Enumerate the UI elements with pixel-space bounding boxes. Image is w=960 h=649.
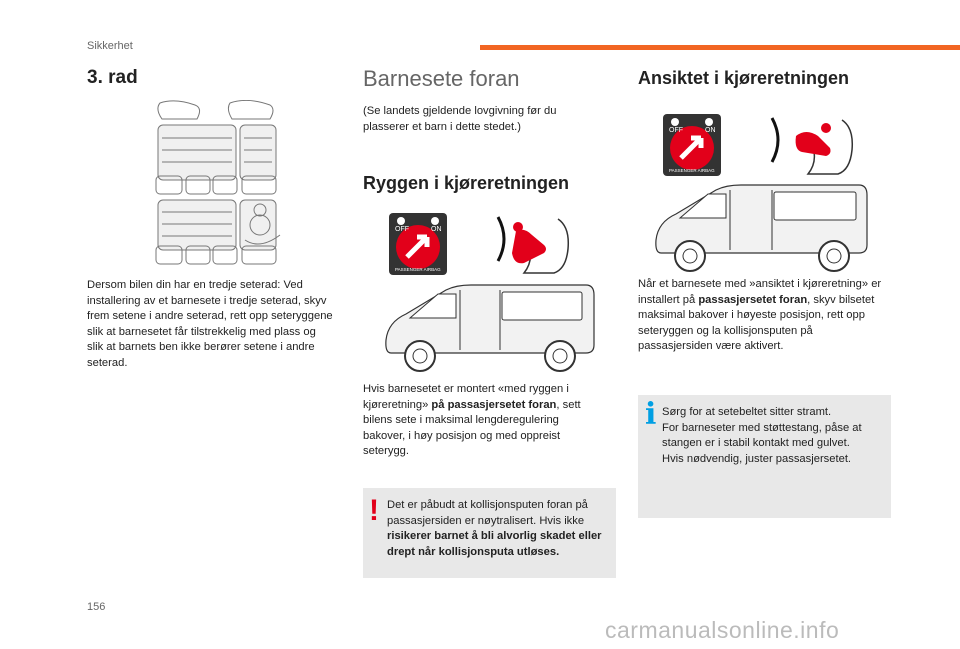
page-number: 156 [87, 601, 106, 613]
warning-mark-icon: ! [369, 494, 379, 527]
svg-text:ON: ON [431, 226, 442, 233]
forward-facing-seat-icon [762, 114, 862, 176]
svg-text:OFF: OFF [669, 127, 683, 134]
info-mark-icon: i [645, 397, 657, 432]
heading-front-child-seat: Barnesete foran [363, 66, 520, 91]
warning-text: Det er påbudt at kollisjonsputen foran på passasjersiden er nøytralisert. Hvis ikke risikerer barnet å bli alvorlig skadet eller drept når kollisjonsputa utløses. [387, 499, 602, 558]
heading-forward-facing: Ansiktet i kjøreretningen [638, 68, 850, 88]
heading-3rd-row: 3. rad [87, 67, 138, 88]
svg-text:PASSENGER AIRBAG: PASSENGER AIRBAG [395, 267, 441, 272]
svg-text:PASSENGER AIRBAG: PASSENGER AIRBAG [669, 168, 715, 173]
svg-text:OFF: OFF [395, 226, 409, 233]
legislation-note: (Se landets gjeldende lovgivning før du plasserer et barn i dette stedet.) [363, 105, 557, 133]
third-row-paragraph: Dersom bilen din har en tredje seterad: Ved installering av et barnesete i tredje seterad, skyv frem setene i andre seterad, rett opp seteryggene slik at barnesetet får tilstrekkelig med plass og slik at barnets ben ikke berører setene i andre seterad. [87, 279, 333, 369]
svg-text:ON: ON [705, 127, 716, 134]
forward-facing-paragraph: Når et barnesete med »ansiktet i kjøreretning» er installert på passasjersetet foran, skyv bilsetet maksimal bakover i høyeste posisjon, rett opp seteryggen og la kollisjonsputen på passasjersiden være aktivert. [638, 278, 882, 352]
info-text: Sørg for at setebeltet sitter stramt. For barneseter med støttestang, påse at stangen er i stabil kontakt med gulvet. Hvis nødvendig, juster passasjersetet. [662, 406, 862, 465]
accent-bar [480, 45, 960, 50]
section-label: Sikkerhet [87, 40, 133, 52]
info-box [638, 395, 891, 518]
van-illustration-rear-facing [380, 280, 600, 376]
van-illustration-forward-facing [650, 178, 875, 276]
heading-rear-facing: Ryggen i kjøreretningen [363, 173, 570, 193]
rear-facing-paragraph: Hvis barnesetet er montert «med ryggen i kjøreretning» på passasjersetet foran, sett bilens sete i maksimal lengderegulering bakover, i høy posisjon og med oppreist seterygg. [363, 383, 581, 457]
watermark: carmanualsonline.info [605, 617, 840, 643]
airbag-off-label-icon [389, 213, 447, 275]
warning-box [363, 488, 616, 578]
third-row-seats-illustration [150, 100, 285, 270]
airbag-on-label-icon [663, 114, 721, 176]
rear-facing-seat-icon [488, 213, 578, 275]
